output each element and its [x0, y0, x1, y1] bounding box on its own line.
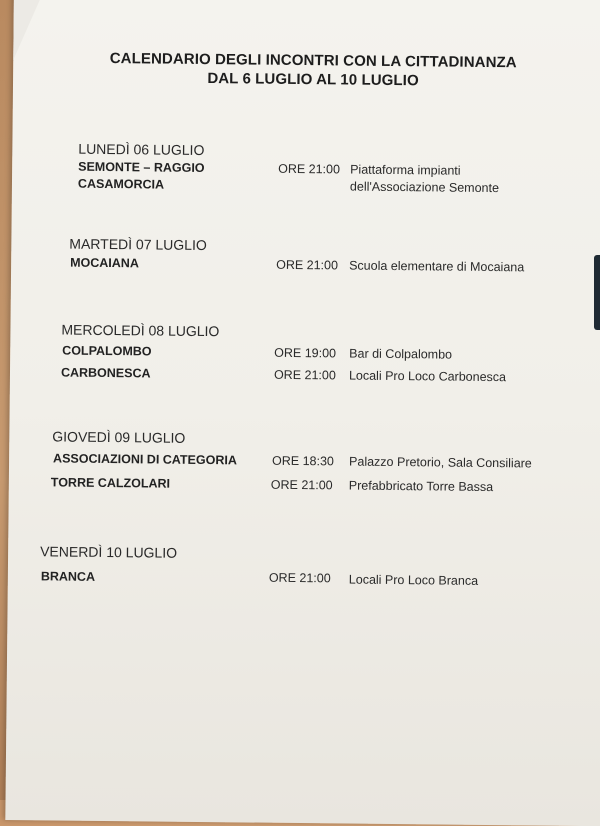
day-heading-wednesday: MERCOLEDÌ 08 LUGLIO — [61, 321, 220, 340]
day-heading-tuesday: MARTEDÌ 07 LUGLIO — [69, 235, 207, 254]
location-name: COLPALOMBO — [62, 343, 152, 359]
meeting-time: ORE 21:00 — [270, 477, 333, 493]
location-name — [78, 159, 205, 194]
document-title — [13, 48, 600, 92]
venue-name: Bar di Colpalombo — [349, 346, 453, 362]
meeting-time: ORE 18:30 — [272, 453, 334, 469]
meeting-time: ORE 21:00 — [268, 570, 331, 586]
location-name: CARBONESCA — [60, 365, 151, 381]
meeting-time: ORE 21:00 — [273, 367, 336, 383]
location-name: TORRE CALZOLARI — [50, 475, 171, 491]
paper-sheet — [5, 0, 600, 826]
venue-name: Palazzo Pretorio, Sala Consiliare — [349, 454, 532, 471]
meeting-time: ORE 21:00 — [276, 257, 339, 273]
venue-name: Locali Pro Loco Branca — [348, 572, 479, 588]
venue-name — [350, 162, 499, 198]
location-line-1: SEMONTE – RAGGIO — [78, 159, 205, 176]
title-line-1: CALENDARIO DEGLI INCONTRI CON LA CITTADINANZA — [109, 50, 517, 72]
venue-name: Prefabbricato Torre Bassa — [348, 478, 494, 495]
title-line-2: DAL 6 LUGLIO AL 10 LUGLIO — [207, 70, 419, 90]
meeting-time: ORE 21:00 — [278, 161, 341, 177]
location-name: ASSOCIAZIONI DI CATEGORIA — [53, 451, 237, 468]
venue-line-1: Piattaforma impianti — [350, 162, 461, 178]
location-name: MOCAIANA — [70, 255, 139, 271]
day-heading-friday: VENERDÌ 10 LUGLIO — [40, 543, 178, 561]
venue-line-2: dell'Associazione Semonte — [349, 179, 500, 196]
venue-name: Locali Pro Loco Carbonesca — [348, 368, 507, 385]
location-line-2: CASAMORCIA — [77, 176, 165, 192]
pen-object — [594, 255, 600, 330]
venue-name: Scuola elementare di Mocaiana — [349, 258, 525, 275]
day-heading-thursday: GIOVEDÌ 09 LUGLIO — [52, 428, 186, 446]
location-name: BRANCA — [40, 569, 96, 584]
day-heading-monday: LUNEDÌ 06 LUGLIO — [78, 140, 205, 159]
meeting-time: ORE 19:00 — [274, 345, 337, 361]
